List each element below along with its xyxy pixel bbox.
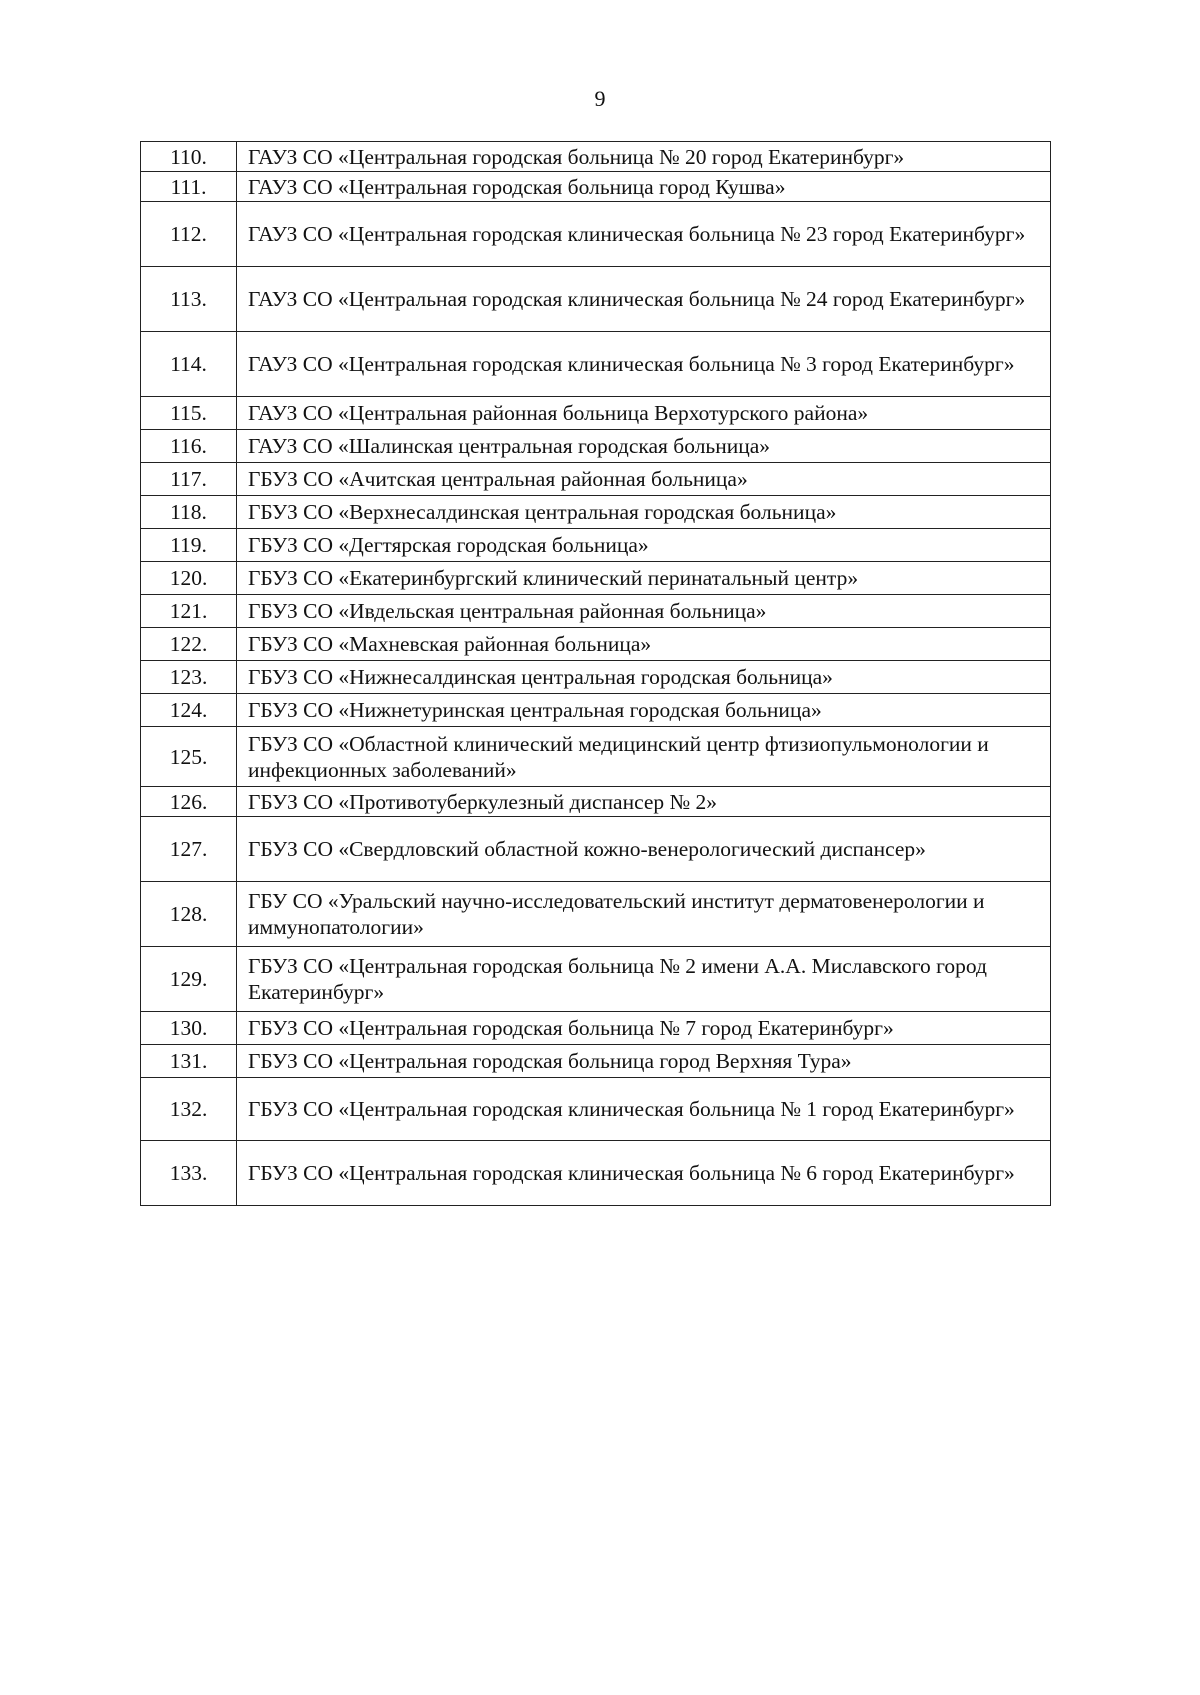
organization-name: ГАУЗ СО «Центральная районная больница Верхотурского района» xyxy=(237,397,1051,430)
table-row xyxy=(141,817,1051,882)
row-number: 125. xyxy=(141,727,237,787)
table-row xyxy=(141,202,1051,267)
organization-name: ГБУЗ СО «Дегтярская городская больница» xyxy=(237,529,1051,562)
row-number: 123. xyxy=(141,661,237,694)
table-row xyxy=(141,727,1051,787)
table-row xyxy=(141,1141,1051,1206)
organization-name: ГБУЗ СО «Противотуберкулезный диспансер № 2» xyxy=(237,787,1051,817)
row-number: 124. xyxy=(141,694,237,727)
organization-name: ГАУЗ СО «Центральная городская больница № 20 город Екатеринбург» xyxy=(237,142,1051,172)
organization-name: ГБУЗ СО «Центральная городская больница № 2 имени А.А. Миславского город Екатеринбург» xyxy=(237,947,1051,1012)
organization-name: ГБУЗ СО «Екатеринбургский клинический перинатальный центр» xyxy=(237,562,1051,595)
organization-name: ГБУЗ СО «Центральная городская клиническая больница № 1 город Екатеринбург» xyxy=(237,1078,1051,1141)
row-number: 115. xyxy=(141,397,237,430)
row-number: 129. xyxy=(141,947,237,1012)
table-row xyxy=(141,882,1051,947)
table-row xyxy=(141,628,1051,661)
organization-name: ГАУЗ СО «Центральная городская клиническая больница № 23 город Екатеринбург» xyxy=(237,202,1051,267)
table-row xyxy=(141,1012,1051,1045)
row-number: 117. xyxy=(141,463,237,496)
organization-name: ГАУЗ СО «Центральная городская клиническая больница № 3 город Екатеринбург» xyxy=(237,332,1051,397)
row-number: 110. xyxy=(141,142,237,172)
row-number: 128. xyxy=(141,882,237,947)
table-row xyxy=(141,1078,1051,1141)
organization-name: ГБУЗ СО «Верхнесалдинская центральная городская больница» xyxy=(237,496,1051,529)
table-row xyxy=(141,661,1051,694)
table-row xyxy=(141,595,1051,628)
page-number: 9 xyxy=(594,86,606,111)
organization-name: ГБУЗ СО «Центральная городская больница № 7 город Екатеринбург» xyxy=(237,1012,1051,1045)
table-row xyxy=(141,1045,1051,1078)
row-number: 116. xyxy=(141,430,237,463)
organization-name: ГБУЗ СО «Центральная городская больница город Верхняя Тура» xyxy=(237,1045,1051,1078)
table-row xyxy=(141,787,1051,817)
organization-name: ГБУЗ СО «Центральная городская клиническая больница № 6 город Екатеринбург» xyxy=(237,1141,1051,1206)
organization-name: ГБУЗ СО «Нижнесалдинская центральная городская больница» xyxy=(237,661,1051,694)
table-row xyxy=(141,562,1051,595)
row-number: 126. xyxy=(141,787,237,817)
row-number: 119. xyxy=(141,529,237,562)
row-number: 120. xyxy=(141,562,237,595)
row-number: 114. xyxy=(141,332,237,397)
organization-name: ГБУЗ СО «Ачитская центральная районная больница» xyxy=(237,463,1051,496)
table-row xyxy=(141,529,1051,562)
row-number: 130. xyxy=(141,1012,237,1045)
table-row xyxy=(141,172,1051,202)
organization-name: ГБУЗ СО «Ивдельская центральная районная больница» xyxy=(237,595,1051,628)
organizations-table xyxy=(140,141,1051,1206)
row-number: 127. xyxy=(141,817,237,882)
organization-name: ГБУЗ СО «Областной клинический медицинский центр фтизиопульмонологии и инфекционных заболеваний» xyxy=(237,727,1051,787)
table-row xyxy=(141,496,1051,529)
row-number: 132. xyxy=(141,1078,237,1141)
table-row xyxy=(141,430,1051,463)
organization-name: ГБУЗ СО «Свердловский областной кожно-венерологический диспансер» xyxy=(237,817,1051,882)
table-row xyxy=(141,694,1051,727)
row-number: 111. xyxy=(141,172,237,202)
organization-name: ГАУЗ СО «Центральная городская клиническая больница № 24 город Екатеринбург» xyxy=(237,267,1051,332)
organization-name: ГБУ СО «Уральский научно-исследовательский институт дерматовенерологии и иммунопатологии» xyxy=(237,882,1051,947)
table-row xyxy=(141,267,1051,332)
row-number: 118. xyxy=(141,496,237,529)
row-number: 121. xyxy=(141,595,237,628)
table-row xyxy=(141,947,1051,1012)
row-number: 113. xyxy=(141,267,237,332)
row-number: 122. xyxy=(141,628,237,661)
organization-name: ГАУЗ СО «Центральная городская больница город Кушва» xyxy=(237,172,1051,202)
organization-name: ГАУЗ СО «Шалинская центральная городская больница» xyxy=(237,430,1051,463)
table-row xyxy=(141,397,1051,430)
table-row xyxy=(141,142,1051,172)
table-row xyxy=(141,463,1051,496)
row-number: 112. xyxy=(141,202,237,267)
row-number: 131. xyxy=(141,1045,237,1078)
row-number: 133. xyxy=(141,1141,237,1206)
organization-name: ГБУЗ СО «Махневская районная больница» xyxy=(237,628,1051,661)
organization-name: ГБУЗ СО «Нижнетуринская центральная городская больница» xyxy=(237,694,1051,727)
table-row xyxy=(141,332,1051,397)
